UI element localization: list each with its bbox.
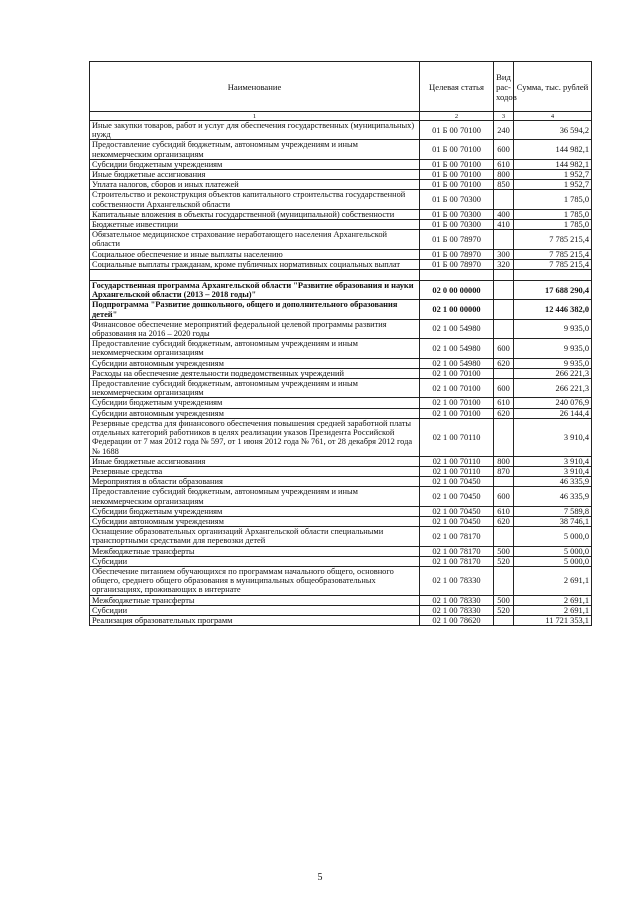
table-row: [90, 170, 592, 180]
row-target-code: 02 1 00 70110: [420, 466, 494, 476]
row-expense-type: 520: [494, 556, 514, 566]
row-target-code: 01 Б 00 78970: [420, 249, 494, 259]
row-expense-type: [494, 230, 514, 249]
row-expense-type: 600: [494, 379, 514, 398]
table-row: [90, 487, 592, 506]
table-row: [90, 358, 592, 368]
row-expense-type: 610: [494, 159, 514, 169]
row-target-code: 02 1 00 70450: [420, 487, 494, 506]
row-target-code: 02 1 00 70100: [420, 379, 494, 398]
row-expense-type: 520: [494, 605, 514, 615]
row-amount: 1 952,7: [514, 170, 592, 180]
table-row: [90, 339, 592, 358]
table-column-numbers: [90, 112, 592, 121]
row-expense-type: [494, 281, 514, 300]
row-target-code: 01 Б 00 78970: [420, 230, 494, 249]
table-row: [90, 408, 592, 418]
row-name: Предоставление субсидий бюджетным, автономным учреждениям и иным некоммерческим организациям: [90, 379, 420, 398]
table-row: [90, 319, 592, 338]
table-row: [90, 466, 592, 476]
table-row: [90, 398, 592, 408]
row-target-code: 01 Б 00 70100: [420, 121, 494, 140]
row-target-code: 02 1 00 78330: [420, 595, 494, 605]
row-amount: 144 982,1: [514, 159, 592, 169]
row-name: Субсидии бюджетным учреждениям: [90, 506, 420, 516]
table-row: [90, 121, 592, 140]
table-row: [90, 605, 592, 615]
row-name: Расходы на обеспечение деятельности подведомственных учреждений: [90, 368, 420, 378]
row-name: Финансовое обеспечение мероприятий федеральной целевой программы развития образования на 2016 – 2020 годы: [90, 319, 420, 338]
row-name: Социальное обеспечение и иные выплаты населению: [90, 249, 420, 259]
row-name: Обязательное медицинское страхование неработающего населения Архангельской области: [90, 230, 420, 249]
row-name: Оснащение образовательных организаций Архангельской области специальными транспортными средствами для перевозки детей: [90, 527, 420, 546]
row-name: Строительство и реконструкция объектов капитального строительства государственной собственности Архангельской области: [90, 190, 420, 209]
row-target-code: 02 1 00 70450: [420, 516, 494, 526]
row-amount: 36 594,2: [514, 121, 592, 140]
row-target-code: 02 1 00 70100: [420, 408, 494, 418]
row-amount: 11 721 353,1: [514, 615, 592, 625]
row-amount: 7 589,8: [514, 506, 592, 516]
row-amount: 144 982,1: [514, 140, 592, 159]
row-name: Межбюджетные трансферты: [90, 546, 420, 556]
row-name: Бюджетные инвестиции: [90, 220, 420, 230]
row-name: Социальные выплаты гражданам, кроме публичных нормативных социальных выплат: [90, 259, 420, 269]
row-expense-type: [494, 527, 514, 546]
table-row: [90, 209, 592, 219]
header-vid: Вид рас-ходов: [494, 62, 514, 112]
row-name: Резервные средства: [90, 466, 420, 476]
table-row: [90, 220, 592, 230]
row-target-code: 01 Б 00 70300: [420, 220, 494, 230]
empty-cell: [420, 270, 494, 281]
row-target-code: 02 1 00 70110: [420, 418, 494, 456]
row-amount: 266 221,3: [514, 368, 592, 378]
table-row: [90, 546, 592, 556]
row-amount: 1 785,0: [514, 209, 592, 219]
row-target-code: 02 1 00 70100: [420, 398, 494, 408]
row-name: Уплата налогов, сборов и иных платежей: [90, 180, 420, 190]
row-amount: 1 785,0: [514, 190, 592, 209]
row-amount: 46 335,9: [514, 477, 592, 487]
row-target-code: 01 Б 00 78970: [420, 259, 494, 269]
row-expense-type: [494, 418, 514, 456]
row-expense-type: 300: [494, 249, 514, 259]
budget-table: [89, 61, 592, 626]
row-amount: 3 910,4: [514, 466, 592, 476]
row-name: Подпрограмма "Развитие дошкольного, общего и дополнительного образования детей": [90, 300, 420, 319]
column-number: 3: [494, 112, 514, 121]
row-amount: 5 000,0: [514, 556, 592, 566]
row-expense-type: 620: [494, 516, 514, 526]
row-amount: 7 785 215,4: [514, 230, 592, 249]
row-expense-type: 870: [494, 466, 514, 476]
row-name: Субсидии бюджетным учреждениям: [90, 398, 420, 408]
row-amount: 2 691,1: [514, 566, 592, 595]
row-target-code: 01 Б 00 70100: [420, 180, 494, 190]
table-row: [90, 418, 592, 456]
table-row: [90, 230, 592, 249]
row-expense-type: 800: [494, 456, 514, 466]
row-expense-type: 600: [494, 487, 514, 506]
row-expense-type: 620: [494, 408, 514, 418]
row-target-code: 01 Б 00 70100: [420, 170, 494, 180]
row-target-code: 02 1 00 78330: [420, 566, 494, 595]
column-number: 2: [420, 112, 494, 121]
row-amount: 46 335,9: [514, 487, 592, 506]
row-expense-type: 500: [494, 595, 514, 605]
table-row: [90, 368, 592, 378]
page-number: 5: [317, 872, 323, 883]
row-target-code: 02 0 00 00000: [420, 281, 494, 300]
table-row: [90, 281, 592, 300]
table-row: [90, 615, 592, 625]
table-row: [90, 595, 592, 605]
row-name: Субсидии бюджетным учреждениям: [90, 159, 420, 169]
row-name: Капитальные вложения в объекты государственной (муниципальной) собственности: [90, 209, 420, 219]
row-name: Государственная программа Архангельской области "Развитие образования и науки Архангельской области (2013 – 2018 годы)": [90, 281, 420, 300]
row-name: Предоставление субсидий бюджетным, автономным учреждениям и иным некоммерческим организациям: [90, 487, 420, 506]
row-target-code: 02 1 00 70100: [420, 368, 494, 378]
row-amount: 240 076,9: [514, 398, 592, 408]
row-expense-type: 620: [494, 358, 514, 368]
table-row: [90, 159, 592, 169]
row-name: Предоставление субсидий бюджетным, автономным учреждениям и иным некоммерческим организациям: [90, 140, 420, 159]
row-target-code: 02 1 00 54980: [420, 319, 494, 338]
row-amount: 26 144,4: [514, 408, 592, 418]
table-row: [90, 506, 592, 516]
row-name: Иные закупки товаров, работ и услуг для обеспечения государственных (муниципальных) нужд: [90, 121, 420, 140]
row-name: Субсидии: [90, 605, 420, 615]
row-amount: 5 000,0: [514, 527, 592, 546]
row-target-code: 02 1 00 70110: [420, 456, 494, 466]
table-row: [90, 259, 592, 269]
row-expense-type: 240: [494, 121, 514, 140]
empty-cell: [90, 270, 420, 281]
row-amount: 3 910,4: [514, 456, 592, 466]
row-amount: 2 691,1: [514, 605, 592, 615]
row-target-code: 02 1 00 54980: [420, 339, 494, 358]
row-target-code: 02 1 00 78330: [420, 605, 494, 615]
row-amount: 9 935,0: [514, 319, 592, 338]
table-header-row: [90, 62, 592, 112]
row-name: Обеспечение питанием обучающихся по программам начального общего, основного общего, среднего общего образования в муниципальных общеобразовательных организациях, проживающих в интернате: [90, 566, 420, 595]
row-expense-type: 320: [494, 259, 514, 269]
table-row: [90, 249, 592, 259]
row-target-code: 02 1 00 70450: [420, 477, 494, 487]
row-name: Субсидии автономным учреждениям: [90, 408, 420, 418]
row-name: Иные бюджетные ассигнования: [90, 456, 420, 466]
row-expense-type: [494, 190, 514, 209]
row-target-code: 02 1 00 78620: [420, 615, 494, 625]
row-name: Иные бюджетные ассигнования: [90, 170, 420, 180]
row-name: Предоставление субсидий бюджетным, автономным учреждениям и иным некоммерческим организациям: [90, 339, 420, 358]
row-expense-type: [494, 300, 514, 319]
row-amount: 1 785,0: [514, 220, 592, 230]
table-row: [90, 300, 592, 319]
row-name: Субсидии автономным учреждениям: [90, 516, 420, 526]
header-target: Целевая статья: [420, 62, 494, 112]
row-amount: 17 688 290,4: [514, 281, 592, 300]
table-row: [90, 180, 592, 190]
row-expense-type: [494, 368, 514, 378]
row-amount: 38 746,1: [514, 516, 592, 526]
row-amount: 3 910,4: [514, 418, 592, 456]
row-expense-type: [494, 319, 514, 338]
row-amount: 9 935,0: [514, 358, 592, 368]
row-amount: 7 785 215,4: [514, 259, 592, 269]
table-row: [90, 527, 592, 546]
table-row: [90, 566, 592, 595]
row-amount: 9 935,0: [514, 339, 592, 358]
table-row: [90, 190, 592, 209]
header-sum: Сумма, тыс. рублей: [514, 62, 592, 112]
table-body: [90, 121, 592, 626]
row-expense-type: 500: [494, 546, 514, 556]
row-target-code: 01 Б 00 70300: [420, 209, 494, 219]
row-target-code: 02 1 00 78170: [420, 546, 494, 556]
row-target-code: 02 1 00 70450: [420, 506, 494, 516]
row-expense-type: 800: [494, 170, 514, 180]
row-amount: 7 785 215,4: [514, 249, 592, 259]
row-amount: 1 952,7: [514, 180, 592, 190]
row-target-code: 02 1 00 00000: [420, 300, 494, 319]
row-target-code: 02 1 00 54980: [420, 358, 494, 368]
row-target-code: 01 Б 00 70100: [420, 159, 494, 169]
row-amount: 12 446 382,0: [514, 300, 592, 319]
row-name: Субсидии: [90, 556, 420, 566]
row-amount: 5 000,0: [514, 546, 592, 556]
row-amount: 2 691,1: [514, 595, 592, 605]
row-expense-type: 600: [494, 339, 514, 358]
column-number: 1: [90, 112, 420, 121]
row-expense-type: 610: [494, 398, 514, 408]
row-target-code: 02 1 00 78170: [420, 527, 494, 546]
row-target-code: 01 Б 00 70100: [420, 140, 494, 159]
row-expense-type: 410: [494, 220, 514, 230]
row-name: Мероприятия в области образования: [90, 477, 420, 487]
row-expense-type: [494, 477, 514, 487]
table-row: [90, 379, 592, 398]
row-expense-type: 600: [494, 140, 514, 159]
row-amount: 266 221,3: [514, 379, 592, 398]
empty-cell: [494, 270, 514, 281]
row-name: Межбюджетные трансферты: [90, 595, 420, 605]
table-row: [90, 556, 592, 566]
row-target-code: 01 Б 00 70300: [420, 190, 494, 209]
row-expense-type: 400: [494, 209, 514, 219]
row-expense-type: 610: [494, 506, 514, 516]
row-name: Субсидии автономным учреждениям: [90, 358, 420, 368]
table-row: [90, 456, 592, 466]
table-row: [90, 516, 592, 526]
row-name: Реализация образовательных программ: [90, 615, 420, 625]
header-name: Наименование: [90, 62, 420, 112]
row-expense-type: [494, 566, 514, 595]
row-target-code: 02 1 00 78170: [420, 556, 494, 566]
column-number: 4: [514, 112, 592, 121]
row-expense-type: [494, 615, 514, 625]
table-row: [90, 477, 592, 487]
table-spacer-row: [90, 270, 592, 281]
table-row: [90, 140, 592, 159]
row-expense-type: 850: [494, 180, 514, 190]
row-name: Резервные средства для финансового обеспечения повышения средней заработной платы отдельных категорий работников в целях реализации указов Президента Российской Федерации от 7 мая 2012 года № 597, от 1 июня 2012 года № 761, от 28 декабря 2012 года № 1688: [90, 418, 420, 456]
empty-cell: [514, 270, 592, 281]
